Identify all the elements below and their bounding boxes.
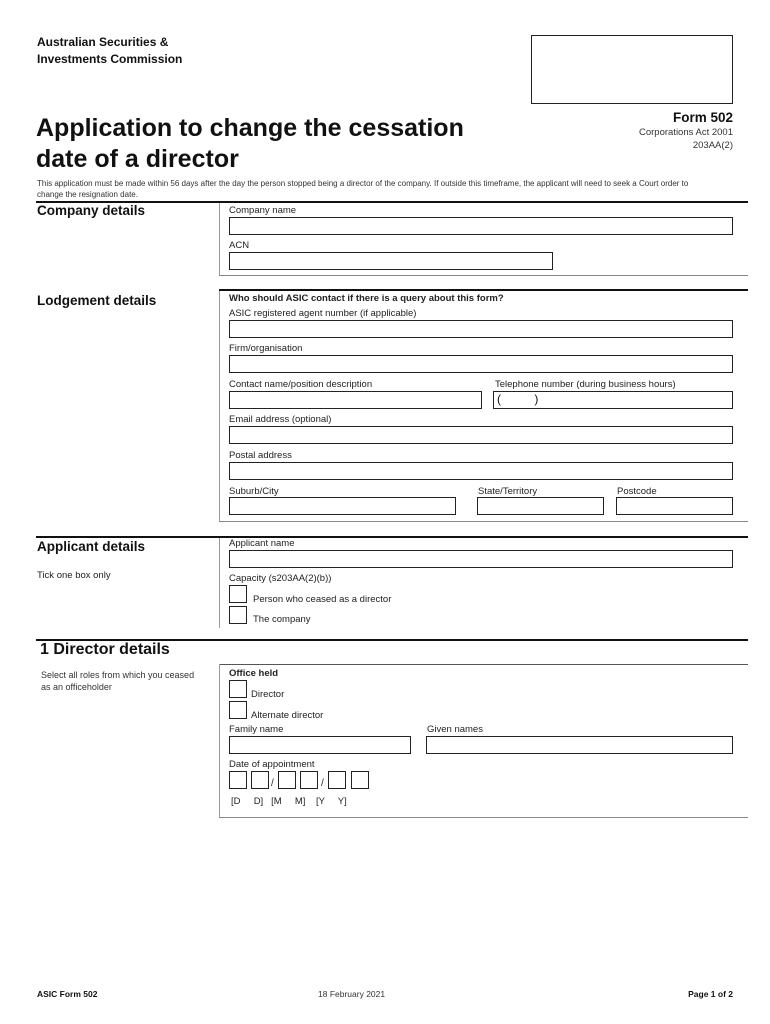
footer-page: Page 1 of 2 [688,989,733,999]
contact-field[interactable] [229,391,482,409]
applicant-section-title: Applicant details [37,539,146,554]
phone-label: Telephone number (during business hours) [495,379,676,390]
company-name-field[interactable] [229,217,733,235]
firm-field[interactable] [229,355,733,373]
agent-number-field[interactable] [229,320,733,338]
date-month-1-box[interactable] [278,771,296,789]
date-year-1-box[interactable] [328,771,346,789]
date-month-2-box[interactable] [300,771,318,789]
form-title-line1: Application to change the cessation [36,114,464,142]
postcode-field[interactable] [616,497,733,515]
company-name-label: Company name [229,205,297,216]
footer-form: ASIC Form 502 [37,989,98,999]
capacity-company-label: The company [253,614,311,625]
applicant-hint: Tick one box only [37,570,111,581]
org-name [37,34,182,68]
postal-label: Postal address [229,450,292,461]
email-field[interactable] [229,426,733,444]
lodgement-section-title: Lodgement details [37,293,157,308]
agent-number-label: ASIC registered agent number (if applicable) [229,308,417,319]
footer-date: 18 February 2021 [318,989,386,999]
lodgement-bottom-rule [219,521,748,522]
state-label: State/Territory [478,486,538,497]
director-hint [41,669,194,693]
date-separator-1: / [271,778,274,789]
act-section: 203AA(2) [692,140,733,151]
company-section-title: Company details [37,203,146,218]
office-held-label: Office held [229,668,279,679]
director-divider [219,664,220,817]
capacity-person-checkbox[interactable] [229,585,247,603]
company-divider [219,203,220,275]
date-day-2-box[interactable] [251,771,269,789]
role-alternate-label: Alternate director [251,710,324,721]
acn-label: ACN [229,240,250,251]
family-name-field[interactable] [229,736,411,754]
lodgement-question: Who should ASIC contact if there is a query about this form? [229,293,504,304]
director-hint-line1: Select all roles from which you ceased [41,670,195,680]
lodgement-divider [219,291,220,521]
director-section-title: 1 Director details [40,641,170,658]
appointment-date-label: Date of appointment [229,759,315,770]
family-name-label: Family name [229,724,284,735]
suburb-field[interactable] [229,497,456,515]
suburb-label: Suburb/City [229,486,279,497]
director-bottom-rule [219,817,748,818]
form-title-line2: date of a director [36,145,239,173]
postcode-label: Postcode [617,486,657,497]
phone-field[interactable] [493,391,733,409]
role-director-checkbox[interactable] [229,680,247,698]
intro-text [37,178,737,200]
form-number: Form 502 [672,110,733,125]
capacity-label: Capacity (s203AA(2)(b)) [229,573,332,584]
applicant-name-field[interactable] [229,550,733,568]
capacity-company-checkbox[interactable] [229,606,247,624]
postal-field[interactable] [229,462,733,480]
given-names-field[interactable] [426,736,733,754]
date-format-hint: [D D] [M M] [Y Y] [231,796,347,807]
firm-label: Firm/organisation [229,343,303,354]
phone-area-code: ( ) [497,392,539,406]
date-day-1-box[interactable] [229,771,247,789]
company-bottom-rule [219,275,748,276]
org-name-line1: Australian Securities & [37,35,169,49]
acn-field[interactable] [229,252,553,270]
applicant-rule [36,536,748,538]
given-names-label: Given names [427,724,483,735]
intro-line1: This application must be made within 56 days after the day the person stopped being a director of the company. If outside this timeframe, the applicant will need to seek a Court order to [37,179,689,188]
director-hint-line2: as an officeholder [41,682,112,692]
date-year-2-box[interactable] [351,771,369,789]
intro-line2: change the resignation date. [37,190,138,199]
contact-label: Contact name/position description [229,379,373,390]
role-director-label: Director [251,689,285,700]
applicant-divider [219,538,220,628]
form-title [36,113,464,175]
office-use-box [531,35,733,104]
org-name-line2: Investments Commission [37,52,183,66]
lodgement-rule [219,289,748,291]
email-label: Email address (optional) [229,414,332,425]
capacity-person-label: Person who ceased as a director [253,594,392,605]
date-separator-2: / [321,778,324,789]
act-name: Corporations Act 2001 [638,127,733,138]
state-field[interactable] [477,497,604,515]
director-inner-rule [219,664,748,665]
applicant-name-label: Applicant name [229,538,295,549]
role-alternate-checkbox[interactable] [229,701,247,719]
